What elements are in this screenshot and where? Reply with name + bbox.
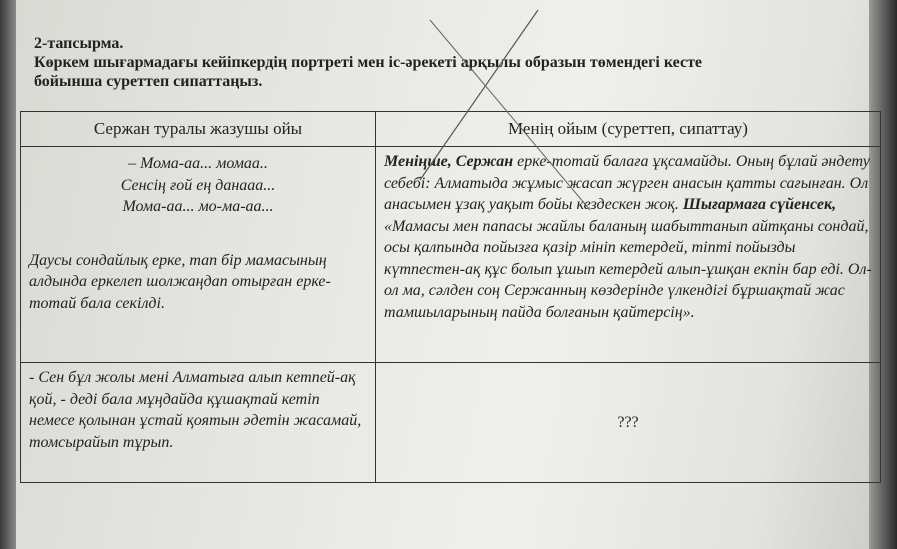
task-number: 2-тапсырма. [34,35,124,52]
table-row [21,363,881,483]
table-header-row [21,112,881,147]
quote-line: – Мома-аа... момаа.. [128,155,268,172]
quote-text: «Мамасы мен папасы жайлы баланың шабыттанып айтқаны сондай, осы қалпында пойызға қазір мініп кетердей, тіпті пойызды күтпестен-ақ құс болып ұшып кетердей алып-ұшқан екпін бар еді. Ол-ол ма, сәлден соң Сержанның көздерінде үлкендігі бұршақтай жас тамшыларының пайда болғанын қайтерсің». [384,217,872,321]
table-row [21,147,881,363]
quote-block [21,147,375,218]
task-instruction-line1: Көркем шығармадағы кейіпкердің портреті мен іс-әрекеті арқылы образын төмендегі кесте [34,54,703,71]
cell-author-thought-1 [21,147,376,363]
my-thought-text [376,147,880,323]
task-header [34,34,854,91]
cell-my-thought-1 [376,147,881,363]
task-instruction-line2: бойынша суреттеп сипаттаңыз. [34,73,263,90]
cell-author-thought-2 [21,363,376,483]
author-quote-2: - Сен бұл жолы мені Алматыға алып кетпей-ақ қой, - деді бала мұңдайда құшақтай кетіп немесе қолынан ұстай қоятын әдетін жасамай, томсырайып тұрып. [29,369,362,451]
column-header-author: Сержан туралы жазушы ойы [21,112,376,147]
photo-edge-left [0,0,16,549]
cell-my-thought-2: ??? [376,363,881,483]
lead-phrase-2: Шығармаға сүйенсек, [682,196,837,213]
quote-line: Мома-аа... мо-ма-аа... [122,198,274,215]
lead-phrase: Меніңше, Сержан [384,153,514,170]
quote-line: Сенсің ғой ең данааа... [120,176,276,194]
body-text: ерке-тотай балаға ұқсамайды. Оның бұлай әндету себебі: Алматыда жұмыс жасап жүрген анасын қатты сағынған. Ол анасымен ұзақ уақыт бойы кездескен жоқ. [384,153,870,213]
column-header-mine: Менің ойым (суреттеп, сипаттау) [376,112,881,147]
worksheet-table [20,111,881,483]
author-description: Даусы сондайлық ерке, тап бір мамасының алдында еркелеп шолжаңдап отырған ерке-тотай бала секілді. [29,251,331,312]
